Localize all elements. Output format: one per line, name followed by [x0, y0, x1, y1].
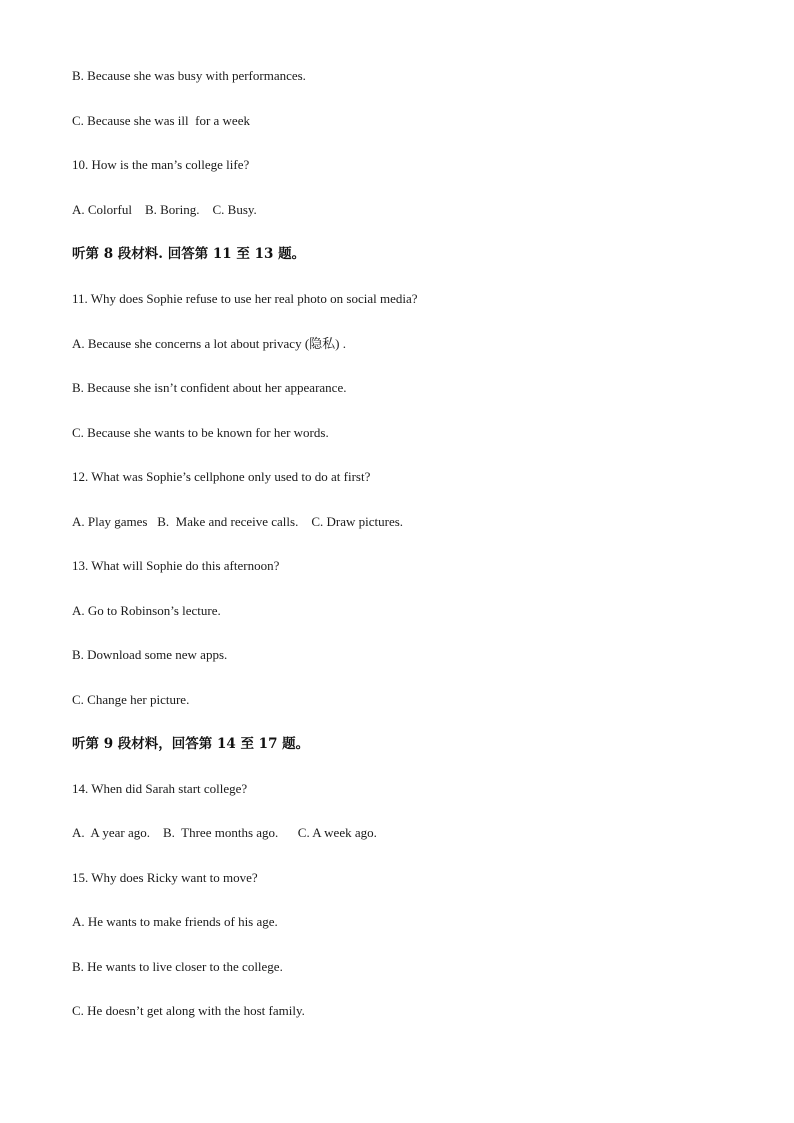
- option-13a: A. Go to Robinson’s lecture.: [72, 603, 221, 618]
- options-12: A. Play games B. Make and receive calls. C. Draw pictures.: [72, 514, 404, 529]
- question-11: 11. Why does Sophie refuse to use her real photo on social media?: [72, 291, 418, 306]
- question-12: 12. What was Sophie’s cellphone only used to do at first?: [72, 469, 371, 484]
- question-10: 10. How is the man’s college life?: [72, 157, 250, 172]
- option-11a: A. Because she concerns a lot about privacy (隐私) .: [72, 336, 346, 351]
- option-15c: C. He doesn’t get along with the host family.: [72, 1003, 305, 1018]
- question-14: 14. When did Sarah start college?: [72, 781, 248, 796]
- section-heading-9: 听第 9 段材料，回答第 14 至 17 题。: [72, 736, 310, 752]
- question-15: 15. Why does Ricky want to move?: [72, 870, 258, 885]
- option-11b: B. Because she isn’t confident about her appearance.: [72, 380, 347, 395]
- option-15b: B. He wants to live closer to the college.: [72, 959, 283, 974]
- section-heading-8: 听第 8 段材料. 回答第 11 至 13 题。: [72, 246, 306, 262]
- option-11c: C. Because she wants to be known for her words.: [72, 425, 329, 440]
- option-9c: C. Because she was ill for a week: [72, 113, 250, 128]
- question-13: 13. What will Sophie do this afternoon?: [72, 558, 280, 573]
- option-13b: B. Download some new apps.: [72, 647, 228, 662]
- options-10: A. Colorful B. Boring. C. Busy.: [72, 202, 257, 217]
- options-14: A. A year ago. B. Three months ago. C. A week ago.: [72, 825, 377, 840]
- option-13c: C. Change her picture.: [72, 692, 190, 707]
- option-15a: A. He wants to make friends of his age.: [72, 914, 278, 929]
- option-9b: B. Because she was busy with performances.: [72, 68, 306, 83]
